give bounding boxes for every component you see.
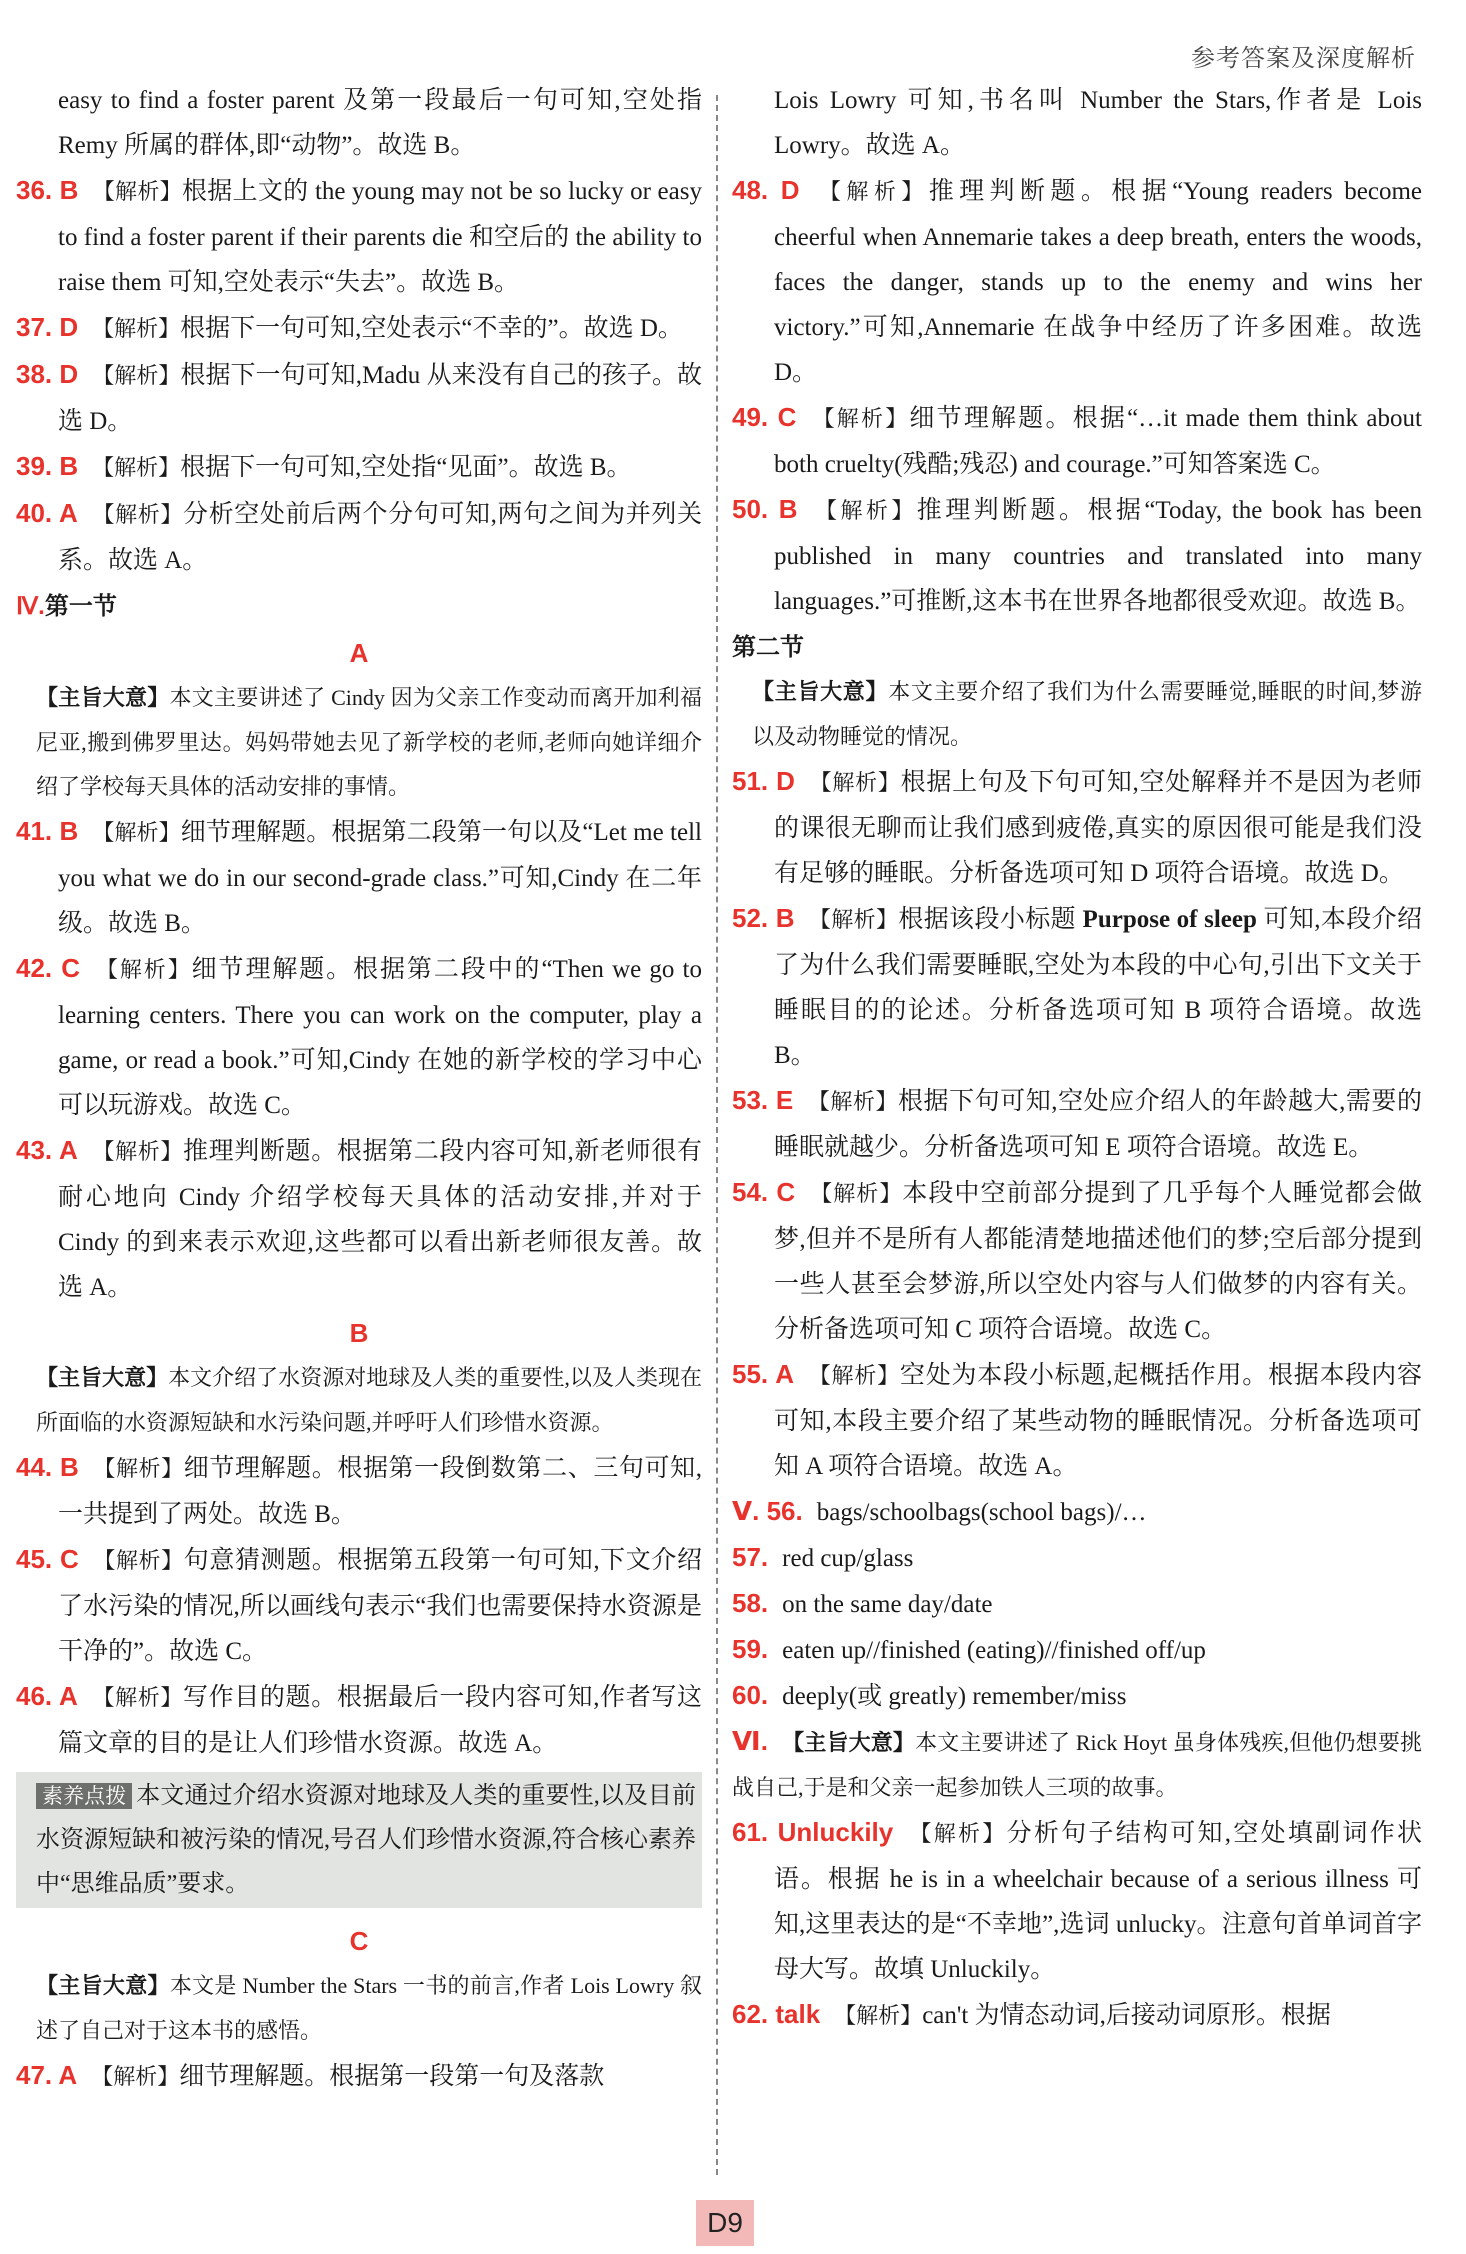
summary-tag: 【主旨大意】	[36, 1366, 169, 1391]
section-label: 第一节	[44, 592, 117, 620]
answer-text: deeply(或 greatly) remember/miss	[782, 1683, 1127, 1710]
fill-answer-59	[732, 1627, 1422, 1673]
analysis-tag: 【解析】	[91, 2065, 180, 2090]
answer-39	[16, 444, 702, 491]
answer-45	[16, 1537, 702, 1674]
tip-text: 本文通过介绍水资源对地球及人类的重要性,以及目前水资源短缺和被污染的情况,号召人们珍惜水资源,符合核心素养中“思维品质”要求。	[36, 1783, 696, 1897]
answer-text: 细节理解题。根据第二段中的“Then we go to learning centers. There you can work on the computer, play a game, or read a book.”可知,Cindy 在她的新学校的学习中心可以玩游戏。故选 C。	[58, 956, 702, 1119]
answer-text: 句意猜测题。根据第五段第一句可知,下文介绍了水污染的情况,所以画线句表示“我们也需要保持水资源是干净的”。故选 C。	[58, 1547, 702, 1665]
answer-text: 根据上句及下句可知,空处解释并不是因为老师的课很无聊而让我们感到疲倦,真实的原因很可能是我们没有足够的睡眠。分析备选项可知 D 项符合语境。故选 D。	[774, 769, 1422, 887]
answer-48	[732, 168, 1422, 395]
answer-50	[732, 487, 1422, 624]
answer-text: red cup/glass	[782, 1545, 914, 1572]
summary-a	[16, 676, 702, 809]
section-heading-4	[16, 583, 702, 630]
answer-label: 57.	[732, 1542, 769, 1572]
answer-text: 分析空处前后两个分句可知,两句之间为并列关系。故选 A。	[58, 501, 702, 574]
page-header-title: 参考答案及深度解析	[1191, 44, 1416, 72]
answer-47	[16, 2053, 702, 2100]
answer-text: 细节理解题。根据第一段倒数第二、三句可知,一共提到了两处。故选 B。	[58, 1455, 702, 1528]
analysis-tag: 【解析】	[92, 1457, 184, 1482]
answer-text: 根据下句可知,空处应介绍人的年龄越大,需要的睡眠就越少。分析备选项可知 E 项符合语境。故选 E。	[774, 1088, 1422, 1161]
answer-54	[732, 1170, 1422, 1352]
page-number: D9	[696, 2200, 754, 2246]
answer-label: 50. B	[732, 494, 798, 524]
answer-text: can't 为情态动词,后接动词原形。根据	[922, 2002, 1331, 2029]
answer-36	[16, 168, 702, 305]
analysis-tag: 【解析】	[807, 1364, 900, 1389]
analysis-tag: 【解析】	[91, 1686, 184, 1711]
analysis-tag: 【解析】	[807, 1090, 898, 1115]
answer-label: 44. B	[16, 1452, 79, 1482]
continuation-text: easy to find a foster parent 及第一段最后一句可知,空处指 Remy 所属的群体,即“动物”。故选 B。	[58, 87, 702, 159]
answer-42	[16, 946, 702, 1128]
answer-label: 49. C	[732, 402, 797, 432]
summary-text: 本文介绍了水资源对地球及人类的重要性,以及人类现在所面临的水资源短缺和水污染问题,并呼吁人们珍惜水资源。	[36, 1365, 702, 1435]
answer-label: 38. D	[16, 359, 79, 389]
analysis-tag: 【解析】	[91, 1140, 184, 1165]
answer-label: Ⅴ. 56.	[732, 1496, 803, 1526]
answer-text: 根据下一句可知,空处指“见面”。故选 B。	[180, 454, 632, 481]
fill-answer-57	[732, 1535, 1422, 1581]
answer-text: 推理判断题。根据“Young readers become cheerful when Annemarie takes a deep breath, enters the woods, faces the danger, stands up to the enemy and wins her victory.”可知,Annemarie 在战争中经历了许多困难。故选 D。	[774, 178, 1422, 386]
answer-label: 45. C	[16, 1544, 79, 1574]
section-heading-2: 第二节	[732, 633, 804, 661]
answer-55	[732, 1352, 1422, 1489]
answer-label: 40. A	[16, 498, 78, 528]
answer-text: 空处为本段小标题,起概括作用。根据本段内容可知,本段主要介绍了某些动物的睡眠情况。分析备选项可知 A 项符合语境。故选 A。	[774, 1362, 1422, 1480]
answer-37	[16, 305, 702, 352]
answer-label: 46. A	[16, 1681, 78, 1711]
analysis-tag: 【解析】	[808, 908, 899, 933]
passage-letter-c: C	[349, 1926, 369, 1956]
answer-49	[732, 395, 1422, 487]
answer-text: on the same day/date	[782, 1591, 993, 1618]
answer-text: 根据上文的 the young may not be so lucky or easy to find a foster parent if their parents die 和空后的 the ability to raise them 可知,空处表示“失去”。故选 B。	[58, 178, 702, 296]
summary-text: 本文是 Number the Stars 一书的前言,作者 Lois Lowry 叙述了自己对于这本书的感悟。	[36, 1973, 702, 2043]
answer-46	[16, 1674, 702, 1766]
answer-label: 54. C	[732, 1177, 796, 1207]
answer-label: 36. B	[16, 175, 79, 205]
section-roman: Ⅵ.	[732, 1726, 768, 1756]
answer-text: 分析句子结构可知,空处填副词作状语。根据 he is in a wheelchair because of a serious illness 可知,这里表达的是“不幸地”,选词 unlucky。注意句首单词首字母大写。故填 Unluckily。	[774, 1820, 1422, 1983]
answer-label: 39. B	[16, 451, 79, 481]
analysis-tag: 【解析】	[92, 364, 181, 389]
answer-label: 43. A	[16, 1135, 78, 1165]
answer-62	[732, 1992, 1422, 2039]
summary-tag: 【主旨大意】	[36, 686, 170, 711]
continuation-text: Lois Lowry 可知,书名叫 Number the Stars,作者是 Lois Lowry。故选 A。	[774, 87, 1422, 159]
section-roman: Ⅳ.	[16, 593, 45, 620]
answer-text: 可知,本段介绍了为什么我们需要睡眠,空处为本段的中心句,引出下文关于睡眠目的的论述。分析备选项可知 B 项符合语境。故选 B。	[774, 906, 1422, 1069]
analysis-tag: 【解析】	[834, 2004, 923, 2029]
answer-label: 55. A	[732, 1359, 794, 1389]
literacy-tip-box	[16, 1772, 702, 1908]
answer-text: 本段中空前部分提到了几乎每个人睡觉都会做梦,但并不是所有人都能清楚地描述他们的梦;空后部分提到一些人甚至会梦游,所以空处内容与人们做梦的内容有关。分析备选项可知 C 项符合语境。故选 C。	[774, 1180, 1422, 1343]
answer-label: 37. D	[16, 312, 79, 342]
summary-text: 本文主要介绍了我们为什么需要睡觉,睡眠的时间,梦游以及动物睡觉的情况。	[752, 679, 1422, 749]
answer-text: 细节理解题。根据第二段第一句以及“Let me tell you what we do in our second-grade class.”可知,Cindy 在二年级。故选 B。	[58, 819, 702, 937]
answer-label: 52. B	[732, 903, 795, 933]
answer-label: 53. E	[732, 1085, 794, 1115]
summary-text: 本文主要讲述了 Rick Hoyt 虽身体残疾,但他仍想要挑战自己,于是和父亲一起参加铁人三项的故事。	[732, 1730, 1422, 1800]
summary-text: 本文主要讲述了 Cindy 因为父亲工作变动而离开加利福尼亚,搬到佛罗里达。妈妈带她去见了新学校的老师,老师向她详细介绍了学校每天具体的活动安排的事情。	[36, 685, 702, 799]
analysis-tag: 【解析】	[91, 503, 184, 528]
answer-text: eaten up//finished (eating)//finished off/up	[782, 1637, 1206, 1664]
analysis-tag: 【解析】	[809, 1182, 903, 1207]
fill-answer-58	[732, 1581, 1422, 1627]
analysis-tag: 【解析】	[810, 407, 910, 432]
right-column	[732, 78, 1422, 2039]
passage-letter-b: B	[349, 1318, 369, 1348]
answer-38	[16, 352, 702, 444]
answer-text: 细节理解题。根据第一段第一句及落款	[179, 2063, 605, 2090]
summary-c	[16, 1964, 702, 2053]
answer-text: 写作目的题。根据最后一段内容可知,作者写这篇文章的目的是让人们珍惜水资源。故选 A。	[58, 1684, 702, 1757]
analysis-tag: 【解析】	[92, 456, 181, 481]
answer-52	[732, 896, 1422, 1078]
answer-label: 60.	[732, 1680, 769, 1710]
analysis-tag: 【解析】	[94, 958, 192, 983]
analysis-tag: 【解析】	[92, 180, 182, 205]
answer-61	[732, 1810, 1422, 1992]
analysis-tag: 【解析】	[811, 499, 917, 524]
summary-section-2	[732, 670, 1422, 759]
left-column	[16, 78, 702, 2100]
answer-label: 61. Unluckily	[732, 1817, 894, 1847]
fill-answer-60	[732, 1673, 1422, 1719]
analysis-tag: 【解析】	[907, 1822, 1007, 1847]
answer-label: 59.	[732, 1634, 769, 1664]
answer-text: 细节理解题。根据“…it made them think about both cruelty(残酷;残忍) and courage.”可知答案选 C。	[774, 405, 1422, 478]
answer-44	[16, 1445, 702, 1537]
analysis-tag: 【解析】	[92, 317, 181, 342]
answer-label: 48. D	[732, 175, 800, 205]
summary-tag: 【主旨大意】	[752, 680, 889, 705]
answer-51	[732, 759, 1422, 896]
passage-letter-a: A	[349, 638, 369, 668]
summary-section-6	[732, 1719, 1422, 1810]
summary-b	[16, 1356, 702, 1445]
tip-badge: 素养点拨	[36, 1783, 132, 1809]
subheading-text: Purpose of sleep	[1082, 906, 1257, 933]
answer-text: 推理判断题。根据第二段内容可知,新老师很有耐心地向 Cindy 介绍学校每天具体的活动安排,并对于 Cindy 的到来表示欢迎,这些都可以看出新老师很友善。故选 A。	[58, 1138, 702, 1301]
column-divider	[716, 95, 718, 2175]
analysis-tag: 【解析】	[813, 180, 929, 205]
answer-label: 42. C	[16, 953, 81, 983]
summary-tag: 【主旨大意】	[36, 1974, 170, 1999]
fill-answer-56	[732, 1489, 1422, 1535]
answer-label: 47. A	[16, 2060, 78, 2090]
analysis-tag: 【解析】	[808, 771, 901, 796]
summary-tag: 【主旨大意】	[781, 1731, 916, 1756]
answer-label: 58.	[732, 1588, 769, 1618]
answer-text: 推理判断题。根据“Today, the book has been published in many countries and translated into many languages.”可推断,这本书在世界各地都很受欢迎。故选 B。	[774, 497, 1422, 615]
answer-label: 62. talk	[732, 1999, 821, 2029]
answer-40	[16, 491, 702, 583]
analysis-tag: 【解析】	[92, 821, 181, 846]
answer-label: 51. D	[732, 766, 795, 796]
answer-text: 根据该段小标题	[898, 906, 1083, 933]
answer-41	[16, 809, 702, 946]
answer-text: 根据下一句可知,Madu 从来没有自己的孩子。故选 D。	[58, 362, 702, 435]
answer-text: bags/schoolbags(school bags)/…	[816, 1499, 1147, 1526]
answer-43	[16, 1128, 702, 1310]
answer-53	[732, 1078, 1422, 1170]
answer-text: 根据下一句可知,空处表示“不幸的”。故选 D。	[180, 315, 683, 342]
analysis-tag: 【解析】	[92, 1549, 184, 1574]
answer-label: 41. B	[16, 816, 79, 846]
